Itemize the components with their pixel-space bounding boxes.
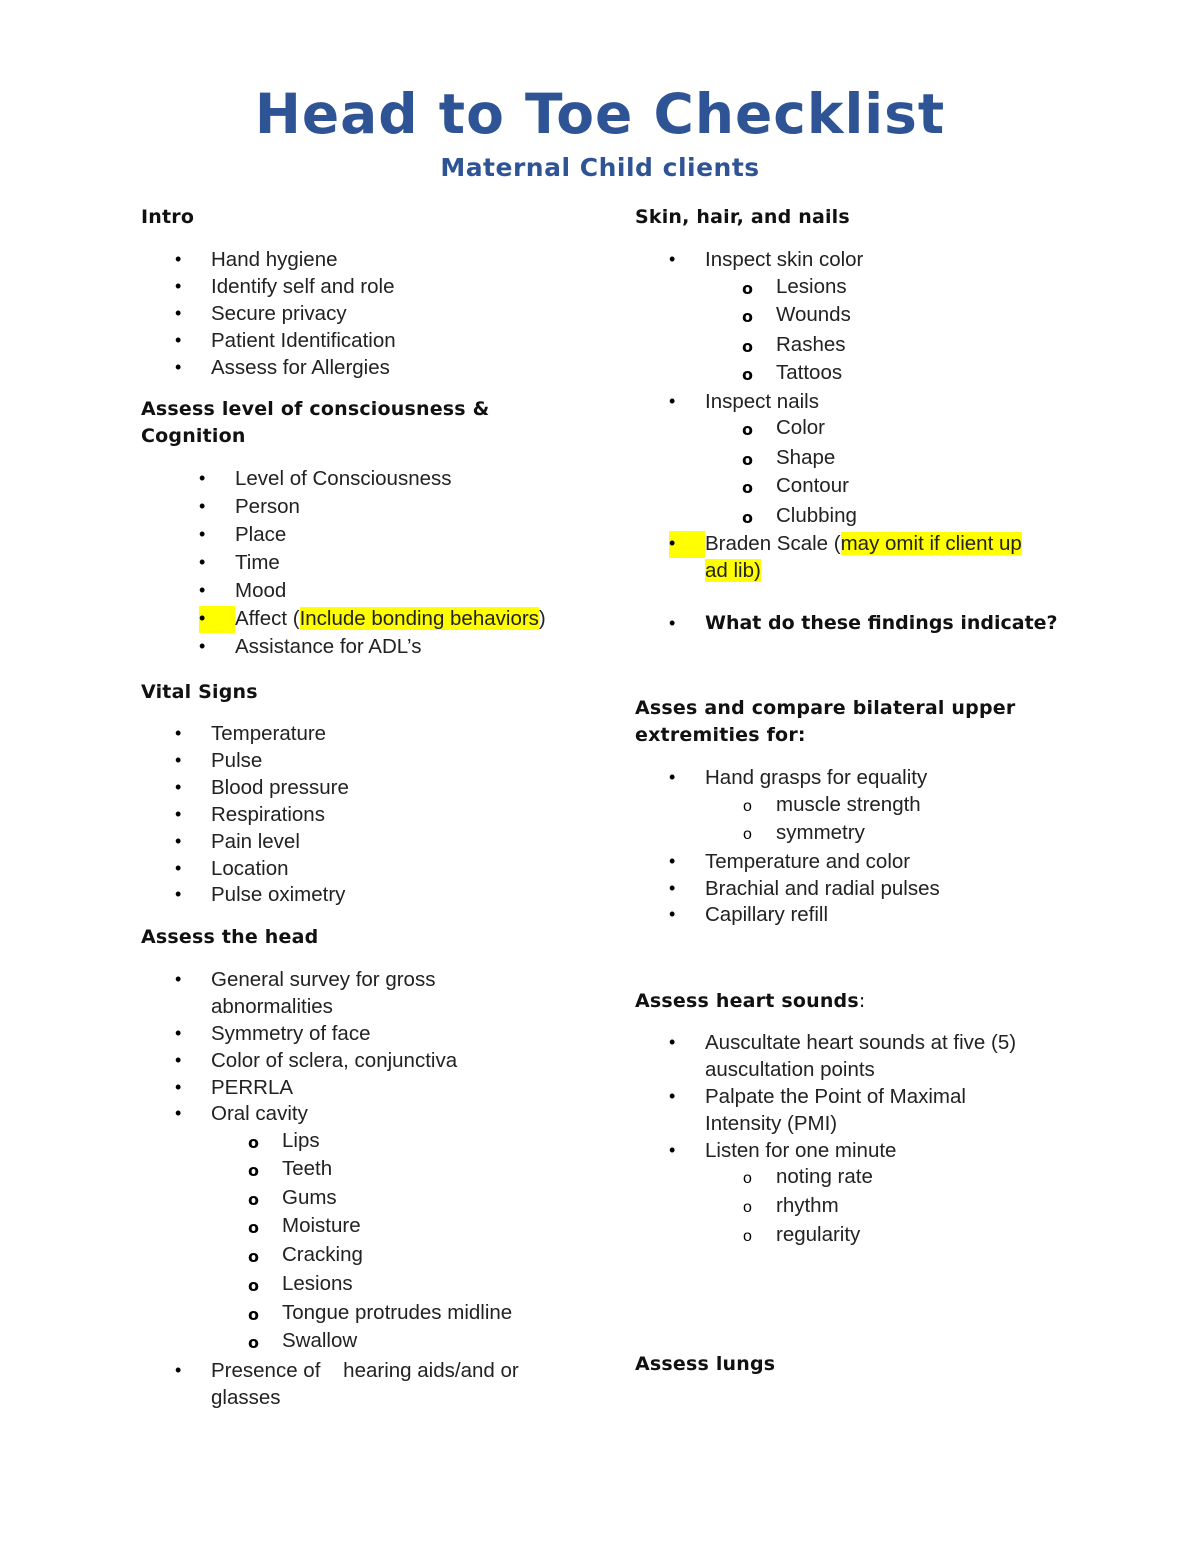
list-item: Color of sclera, conjunctiva [211, 1049, 458, 1072]
bullet-icon: • [199, 608, 206, 628]
list-item: Presence of hearing aids/and or [211, 1359, 519, 1382]
section-heading-vitals: Vital Signs [141, 681, 258, 703]
sub-bullet-icon: o [742, 307, 753, 326]
braden-highlight-continued: ad lib) [705, 559, 761, 582]
sub-list-item: symmetry [776, 821, 865, 844]
bullet-icon: • [669, 533, 676, 553]
sub-bullet-icon: o [248, 1161, 259, 1180]
bullet-icon: • [199, 636, 206, 656]
sub-bullet-icon: o [743, 1199, 752, 1216]
list-item: Blood pressure [211, 776, 349, 799]
list-item: Palpate the Point of Maximal [705, 1085, 966, 1108]
affect-prefix: Affect ( [235, 607, 300, 630]
list-item: Respirations [211, 803, 325, 826]
affect-suffix: ) [538, 607, 546, 630]
list-item: Pulse oximetry [211, 883, 346, 906]
sub-bullet-icon: o [248, 1305, 259, 1324]
list-item: Pulse [211, 749, 263, 772]
bullet-icon: • [175, 1360, 182, 1380]
page-subtitle: Maternal Child clients [440, 153, 760, 182]
list-item: General survey for gross [211, 968, 436, 991]
list-item: PERRLA [211, 1076, 294, 1099]
sub-list-item: rhythm [776, 1194, 839, 1217]
sub-bullet-icon: o [742, 420, 753, 439]
sub-bullet-icon: o [743, 826, 752, 843]
bullet-icon: • [669, 851, 676, 871]
list-item: Temperature [211, 722, 327, 745]
list-item: Symmetry of face [211, 1022, 371, 1045]
bullet-icon: • [669, 1032, 676, 1052]
heart-heading-colon: : [858, 990, 866, 1012]
sub-list-item: Wounds [776, 303, 851, 326]
list-item: Assistance for ADL’s [235, 635, 422, 658]
sub-bullet-icon: o [248, 1133, 259, 1152]
bullet-icon: • [669, 613, 676, 633]
list-item-affect [235, 605, 546, 632]
section-heading-skin: Skin, hair, and nails [635, 206, 850, 228]
sub-bullet-icon: o [742, 478, 753, 497]
list-item: Place [235, 523, 287, 546]
bullet-icon: • [175, 750, 182, 770]
sub-bullet-icon: o [248, 1190, 259, 1209]
bullet-icon: • [669, 249, 676, 269]
bullet-icon: • [669, 878, 676, 898]
list-item-continuation: Intensity (PMI) [705, 1112, 838, 1135]
bullet-icon: • [175, 1023, 182, 1043]
sub-list-item: Contour [776, 474, 849, 497]
sub-list-item: Gums [282, 1186, 337, 1209]
sub-list-item: Lesions [776, 275, 847, 298]
bullet-icon: • [175, 831, 182, 851]
list-item: Time [235, 551, 280, 574]
sub-list-item: Clubbing [776, 504, 857, 527]
list-item-braden [705, 530, 1022, 557]
list-item: Assess for Allergies [211, 356, 390, 379]
list-item: Inspect nails [705, 390, 819, 413]
section-heading-upper-line1: Asses and compare bilateral upper [635, 697, 1016, 719]
bullet-icon: • [175, 249, 182, 269]
braden-prefix: Braden Scale ( [705, 532, 841, 555]
section-heading-consciousness-line2: Cognition [141, 425, 246, 447]
sub-bullet-icon: o [742, 365, 753, 384]
sub-list-item: Tongue protrudes midline [282, 1301, 513, 1324]
section-heading-heart [635, 988, 865, 1015]
sub-bullet-icon: o [743, 798, 752, 815]
list-item: Hand grasps for equality [705, 766, 928, 789]
sub-list-item: Lesions [282, 1272, 353, 1295]
sub-list-item: Lips [282, 1129, 320, 1152]
sub-bullet-icon: o [248, 1333, 259, 1352]
bullet-icon: • [175, 858, 182, 878]
bullet-icon: • [175, 777, 182, 797]
sub-list-item: muscle strength [776, 793, 921, 816]
section-heading-lungs: Assess lungs [635, 1353, 776, 1375]
sub-bullet-icon: o [248, 1276, 259, 1295]
list-item-findings: What do these findings indicate? [705, 612, 1058, 634]
bullet-icon: • [199, 468, 206, 488]
list-item: Secure privacy [211, 302, 347, 325]
sub-list-item: Rashes [776, 333, 846, 356]
list-item: Oral cavity [211, 1102, 308, 1125]
section-heading-head: Assess the head [141, 926, 319, 948]
list-item: Auscultate heart sounds at five (5) [705, 1031, 1017, 1054]
sub-bullet-icon: o [742, 337, 753, 356]
bullet-icon: • [175, 357, 182, 377]
sub-list-item: regularity [776, 1223, 861, 1246]
sub-list-item: noting rate [776, 1165, 873, 1188]
sub-list-item: Color [776, 416, 825, 439]
sub-bullet-icon: o [742, 279, 753, 298]
list-item: Mood [235, 579, 287, 602]
list-item: Capillary refill [705, 903, 829, 926]
bullet-icon: • [175, 1103, 182, 1123]
sub-list-item: Shape [776, 446, 836, 469]
section-heading-upper-line2: extremities for: [635, 724, 806, 746]
bullet-icon: • [175, 969, 182, 989]
list-item: Person [235, 495, 300, 518]
list-item: Brachial and radial pulses [705, 877, 940, 900]
bullet-icon: • [175, 723, 182, 743]
bullet-icon: • [175, 1077, 182, 1097]
bullet-icon: • [669, 1086, 676, 1106]
bullet-icon: • [669, 904, 676, 924]
bullet-icon: • [199, 496, 206, 516]
section-heading-intro: Intro [141, 206, 195, 228]
section-heading-consciousness-line1: Assess level of consciousness & [141, 398, 490, 420]
bullet-icon: • [199, 580, 206, 600]
braden-highlight: may omit if client up [840, 532, 1022, 555]
heart-heading-text: Assess heart sounds [635, 990, 859, 1012]
bullet-icon: • [199, 524, 206, 544]
bullet-icon: • [175, 884, 182, 904]
sub-bullet-icon: o [248, 1218, 259, 1237]
bullet-icon: • [669, 767, 676, 787]
list-item: Identify self and role [211, 275, 395, 298]
bullet-icon: • [199, 552, 206, 572]
list-item: Patient Identification [211, 329, 396, 352]
affect-highlight: Include bonding behaviors [299, 607, 539, 630]
sub-bullet-icon: o [743, 1170, 752, 1187]
bullet-icon: • [175, 303, 182, 323]
bullet-icon: • [175, 804, 182, 824]
list-item-continuation [705, 557, 761, 584]
bullet-icon: • [669, 1140, 676, 1160]
sub-list-item: Swallow [282, 1329, 358, 1352]
page-title: Head to Toe Checklist [254, 82, 946, 146]
sub-bullet-icon: o [742, 450, 753, 469]
list-item-continuation: abnormalities [211, 995, 333, 1018]
sub-list-item: Teeth [282, 1157, 333, 1180]
list-item-continuation: glasses [211, 1386, 281, 1409]
sub-bullet-icon: o [743, 1228, 752, 1245]
list-item: Pain level [211, 830, 300, 853]
list-item: Inspect skin color [705, 248, 864, 271]
sub-list-item: Cracking [282, 1243, 363, 1266]
list-item: Listen for one minute [705, 1139, 897, 1162]
list-item: Level of Consciousness [235, 467, 452, 490]
bullet-icon: • [669, 391, 676, 411]
sub-list-item: Tattoos [776, 361, 843, 384]
bullet-icon: • [175, 330, 182, 350]
bullet-icon: • [175, 276, 182, 296]
sub-bullet-icon: o [742, 508, 753, 527]
sub-bullet-icon: o [248, 1247, 259, 1266]
bullet-icon: • [175, 1050, 182, 1070]
list-item: Temperature and color [705, 850, 911, 873]
list-item-continuation: auscultation points [705, 1058, 875, 1081]
list-item: Location [211, 857, 289, 880]
list-item: Hand hygiene [211, 248, 338, 271]
sub-list-item: Moisture [282, 1214, 361, 1237]
